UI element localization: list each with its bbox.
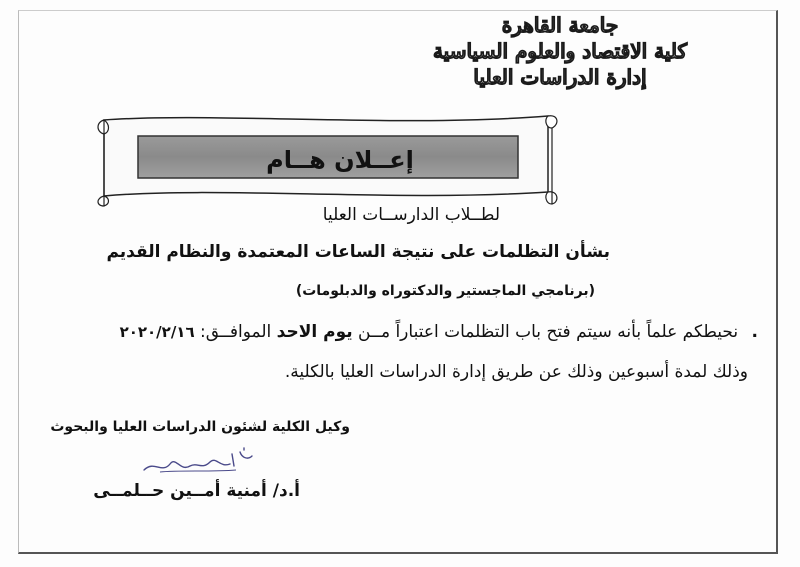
department-name: إدارة الدراسات العليا [473, 65, 647, 89]
banner-title: إعــلان هــام [266, 146, 414, 174]
programs-line: (برنامجي الماجستير والدكتوراه والدبلومات) [295, 283, 595, 299]
university-name: جامعة القاهرة [501, 13, 619, 37]
subject-line: بشأن التظلمات على نتيجة الساعات المعتمدة والنظام القديم [106, 242, 610, 262]
body-text-prefix: نحيطكم علماً بأنه سيتم فتح باب التظلمات اعتباراً مــن [358, 322, 739, 342]
faculty-name: كلية الاقتصاد والعلوم السياسية [432, 39, 688, 63]
body-text-mid: الموافــق: [200, 322, 272, 342]
signer-name: أ.د/ أمنية أمــين حــلمــى [93, 481, 300, 501]
vice-dean-title: وكيل الكلية لشئون الدراسات العليا والبحوث [50, 419, 350, 435]
bullet-mark: . [751, 322, 758, 342]
letterhead [350, 12, 770, 90]
notice-body-line-2: وذلك لمدة أسبوعين وذلك عن طريق إدارة الدراسات العليا بالكلية. [284, 362, 748, 382]
day-text: يوم الاحد [276, 322, 353, 342]
addressee-line: لطــلاب الدارســات العليا [322, 205, 500, 225]
notice-body-line-1 [120, 322, 758, 342]
page-border [18, 10, 778, 554]
date-text: ٢٠٢٠/٢/١٦ [119, 323, 195, 341]
